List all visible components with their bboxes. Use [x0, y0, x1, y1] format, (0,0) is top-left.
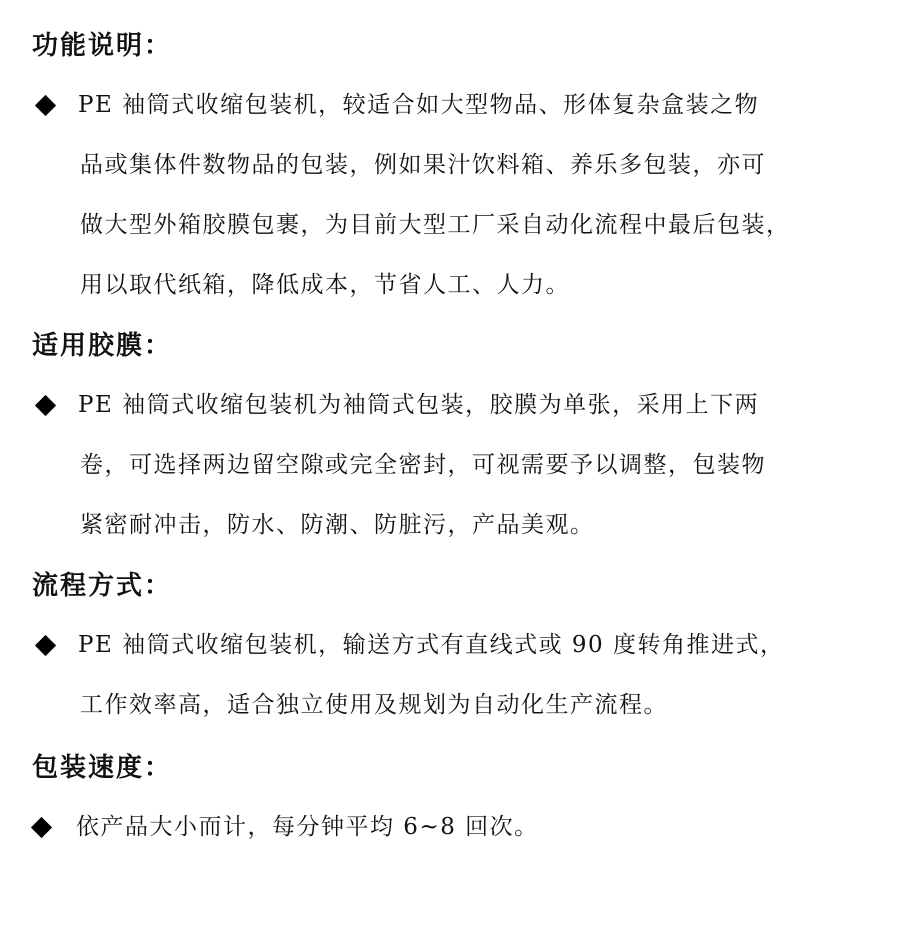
section-heading-process: 流程方式：: [32, 571, 173, 601]
section-heading-function: 功能说明：: [32, 31, 173, 61]
function-text-line: 做大型外箱胶膜包裹，为目前大型工厂采自动化流程中最后包装，: [80, 212, 791, 238]
process-text-line: 工作效率高，适合独立使用及规划为自动化生产流程。: [80, 692, 668, 718]
process-text-line: PE 袖筒式收缩包装机，输送方式有直线式或 90 度转角推进式，: [78, 632, 785, 658]
film-text-line: PE 袖筒式收缩包装机为袖筒式包装，胶膜为单张，采用上下两: [78, 392, 760, 418]
section-heading-film: 适用胶膜：: [32, 331, 173, 361]
section-heading-speed: 包装速度：: [32, 753, 173, 783]
function-text-line: 用以取代纸箱，降低成本，节省人工、人力。: [80, 272, 570, 298]
film-text-line: 紧密耐冲击，防水、防潮、防脏污，产品美观。: [80, 512, 595, 538]
function-text-line: PE 袖筒式收缩包装机，较适合如大型物品、形体复杂盒装之物: [78, 92, 760, 118]
speed-text-line: 依产品大小而计，每分钟平均 6~8 回次。: [76, 814, 539, 840]
film-text-line: 卷，可选择两边留空隙或完全密封，可视需要予以调整，包装物: [80, 452, 766, 478]
function-text-line: 品或集体件数物品的包装，例如果汁饮料箱、养乐多包装，亦可: [80, 152, 766, 178]
